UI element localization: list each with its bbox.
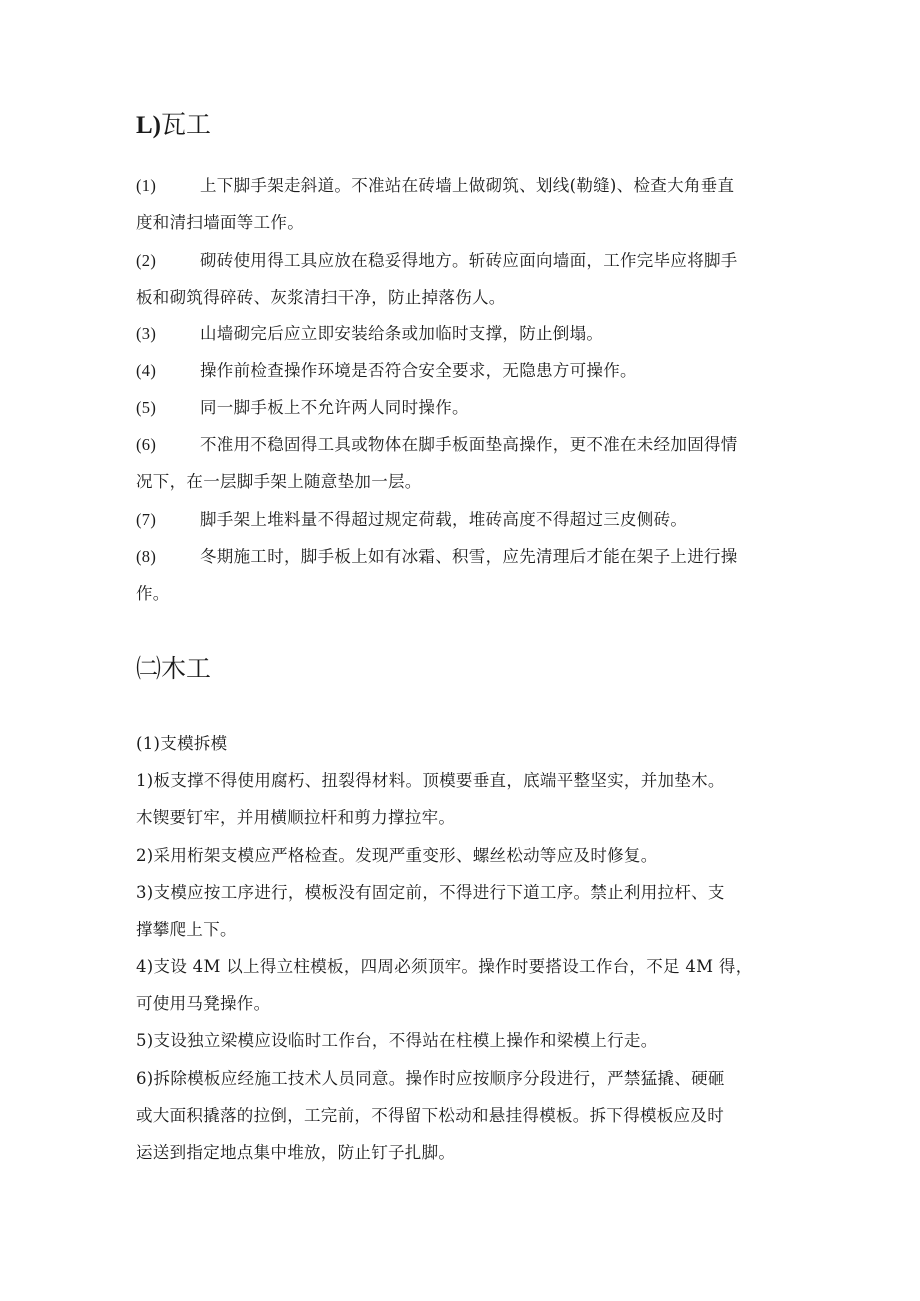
item-text: 脚手架上堆料量不得超过规定荷载，堆砖高度不得超过三皮侧砖。 — [200, 510, 688, 529]
item-number: (2) — [136, 251, 157, 270]
item-text: 冬期施工时，脚手板上如有冰霜、积雪，应先清理后才能在架子上进行操 — [200, 547, 738, 566]
item-number: (1) — [136, 176, 157, 195]
item-number: (3) — [136, 324, 157, 343]
paragraph-line: 2)采用桁架支模应严格检查。发现严重变形、螺丝松动等应及时修复。 — [136, 846, 658, 865]
paragraph-line: 3)支模应按工序进行，模板没有固定前，不得进行下道工序。禁止利用拉杆、支 — [136, 883, 725, 902]
item-number: (7) — [136, 510, 157, 529]
list-item — [136, 360, 637, 382]
paragraph-line: 可使用马凳操作。 — [136, 994, 271, 1013]
item-text: 不准用不稳固得工具或物体在脚手板面垫高操作，更不准在未经加固得情 — [200, 435, 738, 454]
section2-heading-text: 木工 — [161, 654, 212, 683]
list-item — [136, 323, 603, 345]
paragraph-line: 6)拆除模板应经施工技术人员同意。操作时应按顺序分段进行，严禁猛撬、硬砸 — [136, 1069, 725, 1088]
item-number: (6) — [136, 435, 157, 454]
item-text-continuation: 度和清扫墙面等工作。 — [136, 213, 304, 232]
item-text-continuation: 作。 — [136, 584, 170, 603]
list-item — [136, 175, 734, 197]
item-text: 砌砖使用得工具应放在稳妥得地方。斩砖应面向墙面，工作完毕应将脚手 — [200, 251, 738, 270]
item-text: 操作前检查操作环境是否符合安全要求，无隐患方可操作。 — [200, 361, 637, 380]
list-item — [136, 397, 469, 419]
list-item — [136, 509, 687, 531]
item-text: 山墙砌完后应立即安装给条或加临时支撑，防止倒塌。 — [200, 324, 604, 343]
section2-heading-prefix: ㈡ — [136, 654, 162, 683]
item-text: 上下脚手架走斜道。不准站在砖墙上做砌筑、划线(勒缝)、检查大角垂直 — [200, 176, 735, 195]
item-text: 同一脚手板上不允许两人同时操作。 — [200, 398, 469, 417]
list-item — [136, 250, 738, 272]
paragraph-line: 1)板支撑不得使用腐朽、扭裂得材料。顶模要垂直，底端平整坚实，并加垫木。 — [136, 771, 725, 790]
section1-heading-text: 瓦工 — [161, 110, 212, 139]
paragraph-line: 4)支设 4M 以上得立柱模板，四周必须顶牢。操作时要搭设工作台，不足 4M 得， — [136, 957, 753, 976]
paragraph-line: 撑攀爬上下。 — [136, 920, 237, 939]
paragraph-line: 木锲要钉牢，并用横顺拉杆和剪力撑拉牢。 — [136, 808, 456, 827]
section2-heading — [136, 654, 211, 684]
paragraph-line: 或大面积撬落的拉倒，工完前，不得留下松动和悬挂得模板。拆下得模板应及时 — [136, 1106, 724, 1125]
item-number: (8) — [136, 547, 157, 566]
list-item — [136, 546, 738, 568]
paragraph-line: 运送到指定地点集中堆放，防止钉子扎脚。 — [136, 1143, 456, 1162]
list-item — [136, 434, 738, 456]
item-number: (5) — [136, 398, 157, 417]
section1-heading — [136, 110, 211, 141]
section1-heading-prefix: L) — [136, 112, 161, 139]
item-number: (4) — [136, 361, 157, 380]
paragraph-line: 5)支设独立梁模应设临时工作台，不得站在柱模上操作和梁模上行走。 — [136, 1031, 658, 1050]
item-text-continuation: 板和砌筑得碎砖、灰浆清扫干净，防止掉落伤人。 — [136, 288, 506, 307]
subheading: (1)支模拆模 — [136, 734, 228, 753]
item-text-continuation: 况下，在一层脚手架上随意垫加一层。 — [136, 472, 422, 491]
